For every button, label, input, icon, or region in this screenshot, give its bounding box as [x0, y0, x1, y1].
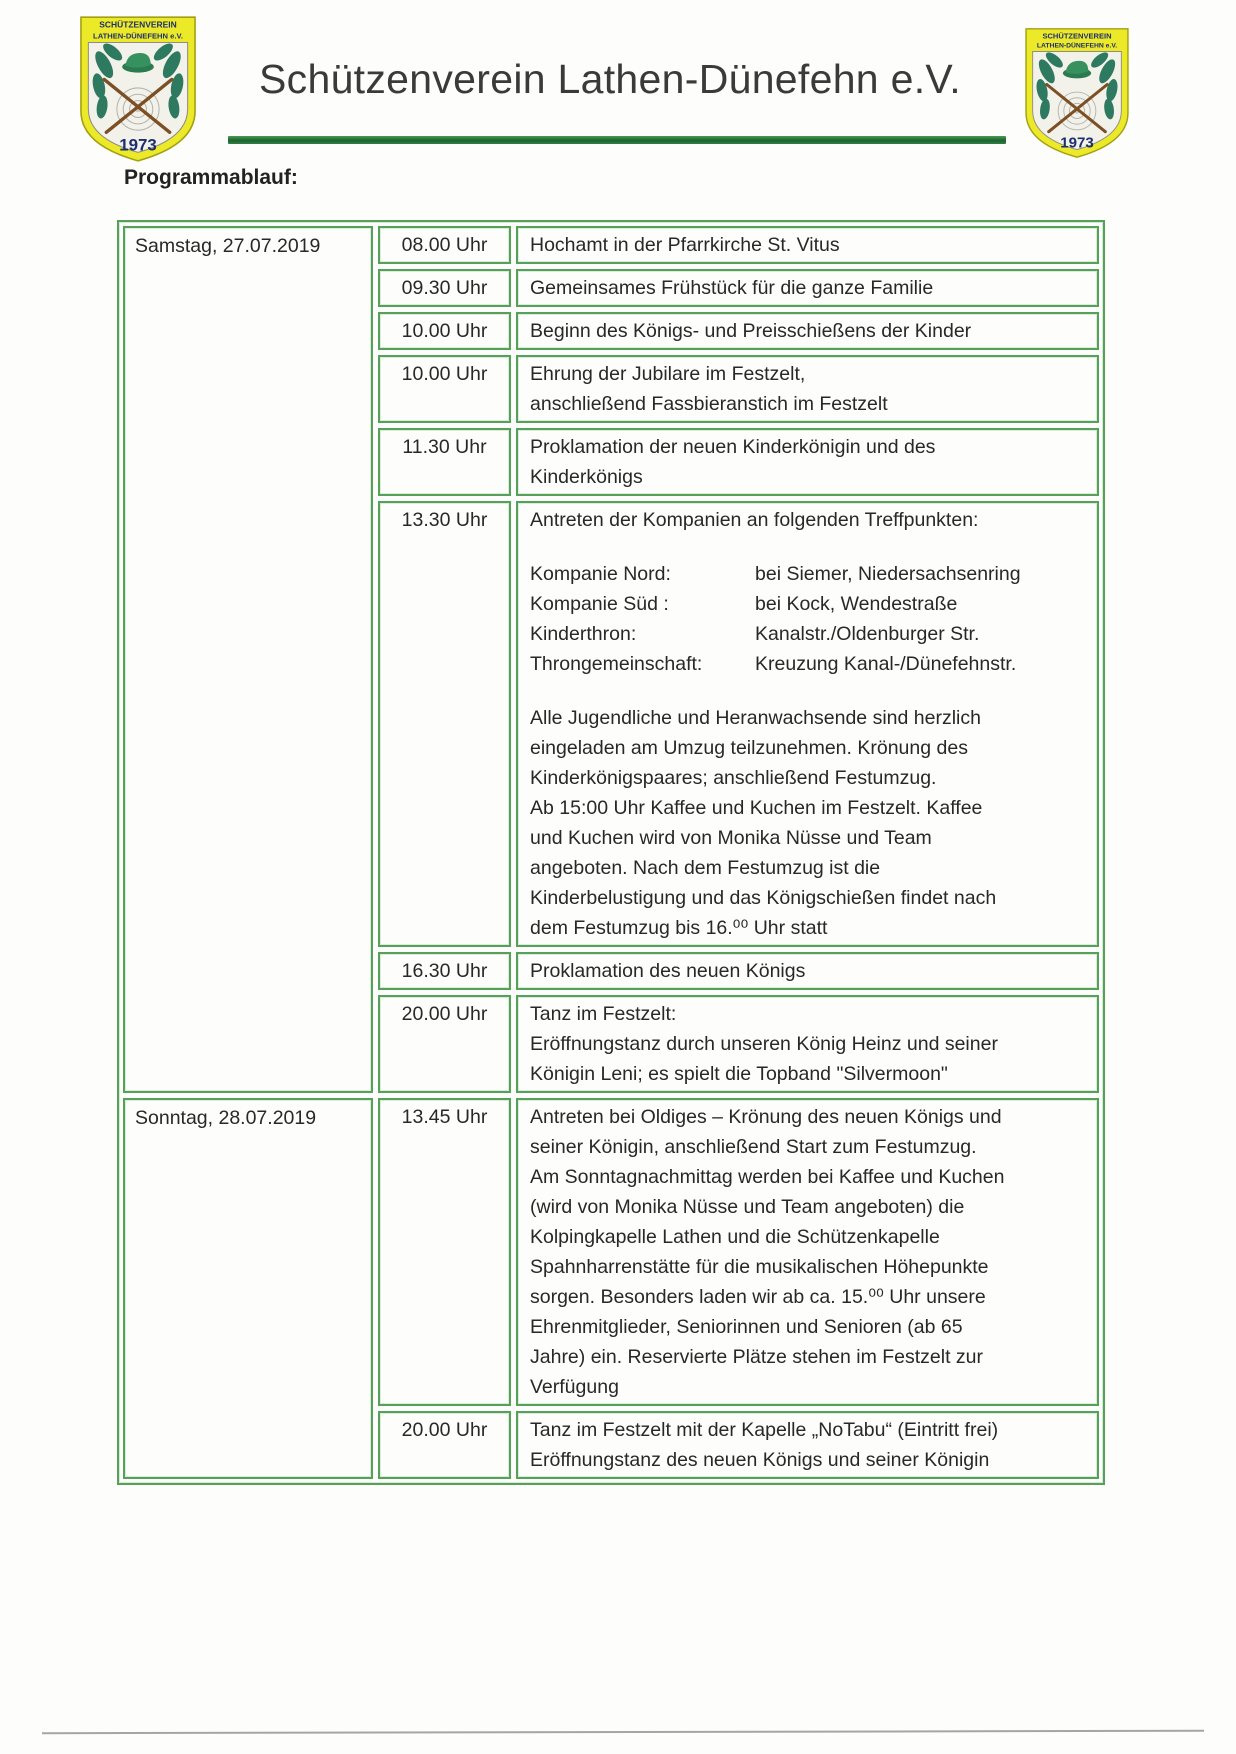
- event-time-cell: 20.00 Uhr: [378, 995, 511, 1093]
- event-time-cell: 09.30 Uhr: [378, 269, 511, 307]
- event-description-cell: [516, 312, 1099, 350]
- event-description-cell: [516, 428, 1099, 496]
- event-time-cell: 08.00 Uhr: [378, 226, 511, 264]
- description-line: (wird von Monika Nüsse und Team angeboten) die: [530, 1196, 965, 1218]
- badge-year: 1973: [119, 135, 157, 155]
- event-time-cell: 13.45 Uhr: [378, 1098, 511, 1406]
- description-line: dem Festumzug bis 16.⁰⁰ Uhr statt: [530, 917, 828, 939]
- description-line: Antreten der Kompanien an folgenden Treffpunkten:: [530, 509, 979, 531]
- meeting-point-value: Kreuzung Kanal-/Dünefehnstr.: [755, 653, 1017, 675]
- page-title: Schützenverein Lathen-Dünefehn e.V.: [259, 56, 961, 102]
- description-line: Jahre) ein. Reservierte Plätze stehen im Festzelt zur: [530, 1346, 984, 1368]
- event-time-cell: 16.30 Uhr: [378, 952, 511, 990]
- badge-text-line1: SCHÜTZENVEREIN: [1042, 31, 1112, 41]
- description-line: Kinderbelustigung und das Königschießen findet nach: [530, 887, 997, 909]
- description-line: Hochamt in der Pfarrkirche St. Vitus: [530, 234, 840, 256]
- event-time-cell: 11.30 Uhr: [378, 428, 511, 496]
- description-line: Kolpingkapelle Lathen und die Schützenkapelle: [530, 1226, 940, 1248]
- schedule-table: [117, 220, 1105, 1485]
- description-line: Ehrenmitglieder, Seniorinnen und Senioren (ab 65: [530, 1316, 963, 1338]
- event-time-cell: 20.00 Uhr: [378, 1411, 511, 1479]
- date-cell: Sonntag, 28.07.2019: [123, 1098, 373, 1479]
- meeting-point-label: Kompanie Nord:: [530, 563, 671, 585]
- description-line: Verfügung: [530, 1376, 619, 1398]
- event-time-cell: 10.00 Uhr: [378, 312, 511, 350]
- blank-line: [530, 679, 1089, 703]
- event-row: [378, 952, 1099, 990]
- description-line: Königin Leni; es spielt die Topband "Silvermoon": [530, 1063, 948, 1085]
- description-line: Kinderkönigs: [530, 466, 643, 488]
- description-line: angeboten. Nach dem Festumzug ist die: [530, 857, 881, 879]
- meeting-point-row: [530, 619, 1089, 649]
- meeting-point-label: Kompanie Süd :: [530, 593, 669, 615]
- event-description-cell: [516, 269, 1099, 307]
- description-line: Tanz im Festzelt mit der Kapelle „NoTabu“ (Eintritt frei): [530, 1419, 999, 1441]
- event-row: [378, 312, 1099, 350]
- badge-text-line1: SCHÜTZENVEREIN: [99, 19, 177, 30]
- description-line: und Kuchen wird von Monika Nüsse und Team: [530, 827, 932, 849]
- description-line: Spahnharrenstätte für die musikalischen Höhepunkte: [530, 1256, 989, 1278]
- description-line: Gemeinsames Frühstück für die ganze Familie: [530, 277, 934, 299]
- title-underline: [228, 136, 1006, 144]
- club-badge-icon: [74, 14, 202, 164]
- description-line: Ab 15:00 Uhr Kaffee und Kuchen im Festzelt. Kaffee: [530, 797, 983, 819]
- day-section: [123, 226, 1099, 1093]
- badge-text-line2: LATHEN-DÜNEFEHN e.V.: [1036, 42, 1118, 50]
- description-line: sorgen. Besonders laden wir ab ca. 15.⁰⁰ Uhr unsere: [530, 1286, 986, 1308]
- event-row: [378, 995, 1099, 1093]
- section-label: Programmablauf:: [124, 166, 298, 189]
- event-time-cell: 10.00 Uhr: [378, 355, 511, 423]
- event-row: [378, 226, 1099, 264]
- event-row: [378, 1411, 1099, 1479]
- footer-scan-line: [42, 1730, 1204, 1734]
- event-row: [378, 501, 1099, 947]
- blank-line: [530, 535, 1089, 559]
- meeting-point-label: Kinderthron:: [530, 623, 637, 645]
- event-description-cell: [516, 226, 1099, 264]
- badge-text-line2: LATHEN-DÜNEFEHN e.V.: [93, 31, 183, 41]
- event-row: [378, 269, 1099, 307]
- event-description-cell: [516, 355, 1099, 423]
- meeting-point-value: bei Siemer, Niedersachsenring: [755, 563, 1021, 585]
- club-badge-icon: [1020, 26, 1134, 160]
- event-description-cell: [516, 1411, 1099, 1479]
- day-section: [123, 1098, 1099, 1479]
- meeting-point-value: bei Kock, Wendestraße: [755, 593, 958, 615]
- description-line: Kinderkönigspaares; anschließend Festumzug.: [530, 767, 937, 789]
- events-column: [378, 226, 1099, 1093]
- description-line: Eröffnungstanz durch unseren König Heinz und seiner: [530, 1033, 998, 1055]
- badge-year: 1973: [1060, 134, 1094, 152]
- meeting-point-row: [530, 589, 1089, 619]
- event-row: [378, 355, 1099, 423]
- description-line: Proklamation der neuen Kinderkönigin und des: [530, 436, 936, 458]
- description-line: Am Sonntagnachmittag werden bei Kaffee und Kuchen: [530, 1166, 1005, 1188]
- meeting-point-row: [530, 559, 1089, 589]
- description-line: Eröffnungstanz des neuen Königs und seiner Königin: [530, 1449, 990, 1471]
- description-line: Tanz im Festzelt:: [530, 1003, 677, 1025]
- event-row: [378, 1098, 1099, 1406]
- event-description-cell: [516, 995, 1099, 1093]
- description-line: seiner Königin, anschließend Start zum Festumzug.: [530, 1136, 977, 1158]
- meeting-point-row: [530, 649, 1089, 679]
- date-cell: Samstag, 27.07.2019: [123, 226, 373, 1093]
- description-line: eingeladen am Umzug teilzunehmen. Krönung des: [530, 737, 968, 759]
- description-line: anschließend Fassbieranstich im Festzelt: [530, 393, 888, 415]
- event-description-cell: [516, 501, 1099, 947]
- description-line: Alle Jugendliche und Heranwachsende sind herzlich: [530, 707, 981, 729]
- event-description-cell: [516, 952, 1099, 990]
- description-line: Beginn des Königs- und Preisschießens der Kinder: [530, 320, 972, 342]
- event-time-cell: 13.30 Uhr: [378, 501, 511, 947]
- description-line: Ehrung der Jubilare im Festzelt,: [530, 363, 806, 385]
- events-column: [378, 1098, 1099, 1479]
- description-line: Antreten bei Oldiges – Krönung des neuen Königs und: [530, 1106, 1002, 1128]
- meeting-point-label: Throngemeinschaft:: [530, 653, 703, 675]
- description-line: Proklamation des neuen Königs: [530, 960, 806, 982]
- event-row: [378, 428, 1099, 496]
- event-description-cell: [516, 1098, 1099, 1406]
- meeting-point-value: Kanalstr./Oldenburger Str.: [755, 623, 980, 645]
